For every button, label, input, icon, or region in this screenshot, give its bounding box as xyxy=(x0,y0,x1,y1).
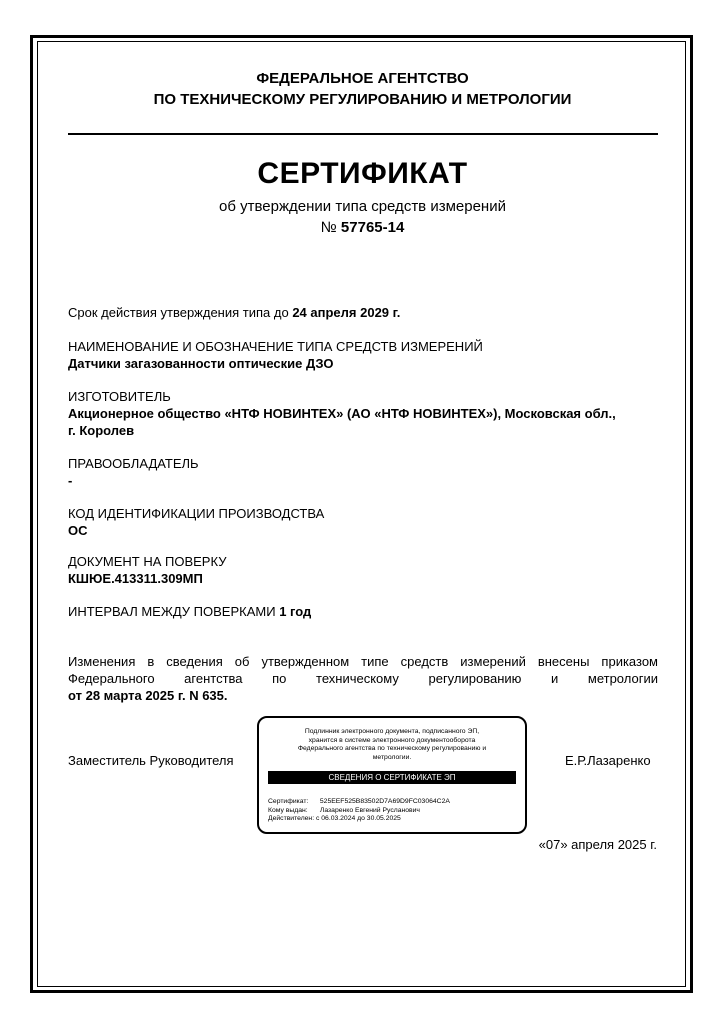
agency-line-1: ФЕДЕРАЛЬНОЕ АГЕНТСТВО xyxy=(256,70,469,87)
interval-label: ИНТЕРВАЛ МЕЖДУ ПОВЕРКАМИ xyxy=(68,604,276,619)
validity-date: 24 апреля 2029 г. xyxy=(292,305,401,320)
stamp-cert-row xyxy=(268,798,518,807)
verification-doc-value: КШЮЕ.413311.309МП xyxy=(68,571,203,586)
production-code-value: ОС xyxy=(68,523,88,538)
changes-word: Федерального xyxy=(68,671,155,686)
certificate-subtitle: об утверждении типа средств измерений xyxy=(219,198,506,215)
changes-word: техническому xyxy=(316,671,399,686)
stamp-valid-value: с 06.03.2024 до 30.05.2025 xyxy=(315,815,401,823)
number-value: 57765-14 xyxy=(340,219,405,236)
production-code-section xyxy=(68,505,658,539)
changes-line-2 xyxy=(68,670,658,687)
production-code-label: КОД ИДЕНТИФИКАЦИИ ПРОИЗВОДСТВА xyxy=(68,506,325,521)
changes-word: регулированию xyxy=(428,671,522,686)
stamp-issued-label: Кому выдан: xyxy=(268,806,308,814)
header-divider xyxy=(68,133,658,135)
changes-word: по xyxy=(272,671,287,686)
rights-holder-value: - xyxy=(68,473,73,488)
agency-header xyxy=(0,68,725,110)
changes-word: и xyxy=(551,671,559,686)
stamp-cert-label: Сертификат: xyxy=(268,798,309,805)
changes-word: метрологии xyxy=(587,671,658,686)
electronic-signature-stamp xyxy=(257,716,527,834)
changes-line-1 xyxy=(68,653,658,670)
stamp-valid-label: Действителен: xyxy=(268,815,315,823)
interval-value: 1 год xyxy=(279,604,312,619)
stamp-cert-value: 525EEF525B83502D7A69D9FC03064C2A xyxy=(319,798,450,805)
stamp-details xyxy=(268,798,518,824)
stamp-notice-line-1: Подлинник электронного документа, подписанного ЭП, xyxy=(304,728,480,735)
document-date: «07» апреля 2025 г. xyxy=(538,837,657,852)
manufacturer-section xyxy=(68,388,658,439)
stamp-valid-row xyxy=(268,815,518,824)
changes-section xyxy=(68,653,658,704)
certificate-number xyxy=(0,217,725,238)
manufacturer-value-line-1: Акционерное общество «НТФ НОВИНТЕХ» (АО «НТФ НОВИНТЕХ»), Московская обл., xyxy=(68,406,616,421)
stamp-issued-value: Лазаренко Евгений Русланович xyxy=(319,806,420,814)
number-prefix: № xyxy=(320,219,337,236)
manufacturer-value-line-2: г. Королев xyxy=(68,423,135,438)
name-type-label: НАИМЕНОВАНИЕ И ОБОЗНАЧЕНИЕ ТИПА СРЕДСТВ ИЗМЕРЕНИЙ xyxy=(68,339,483,354)
stamp-notice-line-2: хранится в системе электронного документооборота xyxy=(308,736,476,744)
agency-line-2: ПО ТЕХНИЧЕСКОМУ РЕГУЛИРОВАНИЮ И МЕТРОЛОГИИ xyxy=(153,91,572,108)
signatory-position: Заместитель Руководителя xyxy=(68,753,234,768)
manufacturer-label: ИЗГОТОВИТЕЛЬ xyxy=(68,389,171,404)
rights-holder-section xyxy=(68,455,658,489)
interval-row xyxy=(68,603,658,620)
stamp-title-bar: СВЕДЕНИЯ О СЕРТИФИКАТЕ ЭП xyxy=(268,771,516,784)
verification-doc-label: ДОКУМЕНТ НА ПОВЕРКУ xyxy=(68,554,227,569)
name-type-value: Датчики загазованности оптические ДЗО xyxy=(68,356,334,371)
name-type-section xyxy=(68,338,658,372)
stamp-notice xyxy=(267,728,517,762)
changes-word: агентства xyxy=(184,671,243,686)
signatory-name: Е.Р.Лазаренко xyxy=(565,753,651,768)
verification-doc-section xyxy=(68,553,658,587)
changes-line-1-text: Изменения в сведения об утвержденном типе средств измерений внесены приказом xyxy=(68,654,658,669)
validity-row xyxy=(68,304,658,321)
stamp-notice-line-3: Федерального агентства по техническому регулированию и xyxy=(297,745,487,753)
stamp-notice-line-4: метрологии. xyxy=(372,753,412,761)
validity-label: Срок действия утверждения типа до xyxy=(68,305,289,320)
stamp-issued-row xyxy=(268,807,518,816)
certificate-title: СЕРТИФИКАТ xyxy=(257,157,468,190)
changes-line-3: от 28 марта 2025 г. N 635. xyxy=(68,688,228,703)
rights-holder-label: ПРАВООБЛАДАТЕЛЬ xyxy=(68,456,199,471)
